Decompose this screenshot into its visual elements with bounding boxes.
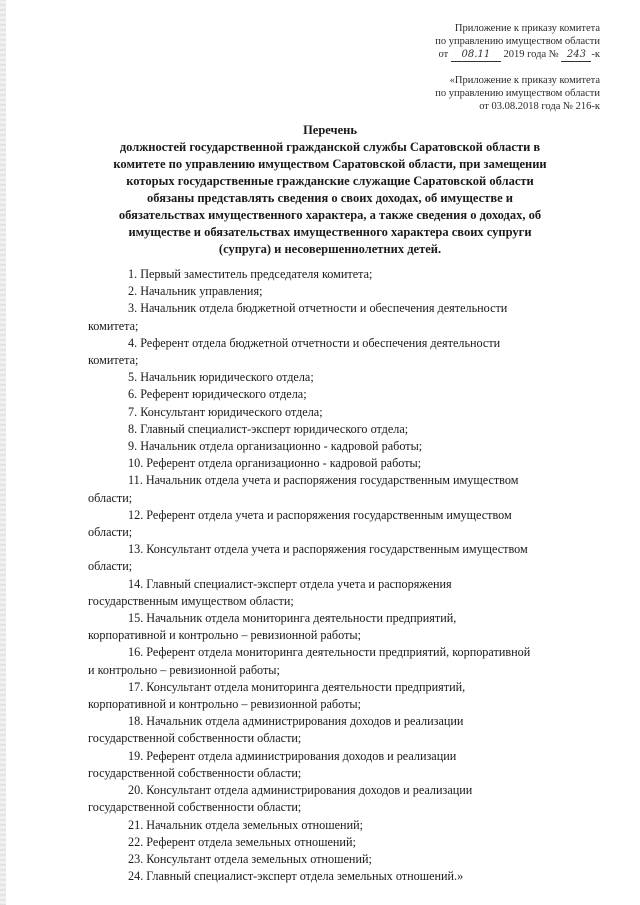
position-text-line: 3. Начальник отдела бюджетной отчетности и обеспечения деятельности (128, 301, 508, 316)
position-item (88, 335, 588, 369)
position-item (88, 455, 588, 472)
position-item (88, 782, 588, 816)
position-text-line: комитета; (88, 353, 139, 368)
position-text-line: 14. Главный специалист-эксперт отдела учета и распоряжения (128, 576, 452, 591)
position-text-line: 16. Референт отдела мониторинга деятельности предприятий, корпоративной (128, 645, 531, 660)
position-text-line: 1. Первый заместитель председателя комитета; (128, 267, 373, 281)
position-item (88, 834, 588, 851)
position-text-line: 19. Референт отдела администрирования доходов и реализации (128, 748, 457, 763)
scan-edge (0, 0, 6, 905)
position-text-line: 12. Референт отдела учета и распоряжения государственным имуществом (128, 507, 512, 522)
position-text-line: 20. Консультант отдела администрирования доходов и реализации (128, 783, 473, 798)
position-text-line: государственной собственности области; (88, 731, 302, 746)
title-line: комитете по управлению имуществом Саратовской области, при замещении (113, 157, 547, 171)
position-item (88, 421, 588, 438)
title-line: должностей государственной гражданской службы Саратовской области в (119, 140, 541, 154)
title-line: обязательствах имущественного характера, а также сведения о доходах, об (118, 208, 542, 222)
position-item (88, 472, 588, 506)
position-text-line: 6. Референт юридического отдела; (128, 387, 307, 402)
position-text-line: 17. Консультант отдела мониторинга деятельности предприятий, (128, 679, 466, 694)
title-line: которых государственные гражданские служащие Саратовской области (126, 174, 534, 188)
handwritten-date: 08.11 (451, 48, 501, 62)
header-line: от 03.08.2018 года № 216-к (479, 101, 600, 112)
position-text-line: 23. Консультант отдела земельных отношений; (128, 851, 372, 866)
title-line: имуществе и обязательствах имущественного характера своих супруги (128, 225, 532, 239)
position-item (88, 817, 588, 834)
position-text-line: корпоративной и контрольно – ревизионной работы; (88, 628, 361, 643)
header-line: по управлению имуществом области (435, 36, 600, 47)
title-heading: Перечень (303, 123, 357, 137)
position-text-line: 9. Начальник отдела организационно - кадровой работы; (128, 439, 423, 454)
previous-order-header (435, 74, 600, 113)
positions-list (88, 266, 588, 885)
position-item (88, 679, 588, 713)
year-text: 2019 года № (503, 49, 559, 60)
position-item (88, 576, 588, 610)
position-text-line: государственным имуществом области; (88, 593, 294, 608)
position-text-line: государственной собственности области; (88, 800, 302, 815)
header-line: Приложение к приказу комитета (454, 23, 600, 34)
position-text-line: 15. Начальник отдела мониторинга деятельности предприятий, (128, 611, 457, 626)
position-item (88, 507, 588, 541)
position-text-line: 5. Начальник юридического отдела; (128, 370, 314, 385)
header-line: «Приложение к приказу комитета (449, 75, 600, 86)
document-title (80, 122, 580, 258)
position-item (88, 748, 588, 782)
position-text-line: 13. Консультант отдела учета и распоряжения государственным имуществом (128, 542, 528, 557)
title-lines (80, 139, 580, 258)
position-item (88, 266, 588, 283)
title-line: обязаны представлять сведения о своих доходах, об имуществе и (147, 191, 513, 205)
header-date-line (435, 48, 600, 62)
position-item (88, 386, 588, 403)
number-suffix: -к (591, 49, 600, 60)
position-item (88, 541, 588, 575)
position-text-line: комитета; (88, 318, 139, 333)
position-text-line: 18. Начальник отдела администрирования доходов и реализации (128, 714, 464, 729)
header-line: по управлению имуществом области (435, 88, 600, 99)
position-item (88, 851, 588, 868)
position-item (88, 369, 588, 386)
position-text-line: области; (88, 525, 133, 540)
position-text-line: 2. Начальник управления; (128, 284, 263, 299)
position-item (88, 610, 588, 644)
position-item (88, 713, 588, 747)
position-text-line: области; (88, 490, 133, 505)
position-text-line: 21. Начальник отдела земельных отношений; (128, 817, 364, 832)
handwritten-number: 243 (561, 48, 591, 62)
position-text-line: 22. Референт отдела земельных отношений; (128, 834, 356, 849)
position-text-line: 11. Начальник отдела учета и распоряжения государственным имуществом (128, 473, 519, 488)
position-item (88, 868, 588, 885)
position-text-line: 8. Главный специалист-эксперт юридического отдела; (128, 421, 409, 436)
position-text-line: области; (88, 559, 133, 574)
position-item (88, 300, 588, 334)
position-item (88, 644, 588, 678)
position-text-line: государственной собственности области; (88, 765, 302, 780)
position-item (88, 438, 588, 455)
order-attachment-header (435, 22, 600, 62)
position-item (88, 283, 588, 300)
position-text-line: 10. Референт отдела организационно - кадровой работы; (128, 456, 422, 471)
position-text-line: и контрольно – ревизионной работы; (88, 662, 280, 677)
position-text-line: 24. Главный специалист-эксперт отдела земельных отношений.» (128, 869, 464, 884)
position-text-line: 4. Референт отдела бюджетной отчетности и обеспечения деятельности (128, 335, 501, 350)
position-item (88, 404, 588, 421)
position-text-line: 7. Консультант юридического отдела; (128, 404, 323, 419)
position-text-line: корпоративной и контрольно – ревизионной работы; (88, 697, 361, 712)
title-line: (супруга) и несовершеннолетних детей. (218, 242, 442, 256)
from-label: от (438, 49, 449, 60)
